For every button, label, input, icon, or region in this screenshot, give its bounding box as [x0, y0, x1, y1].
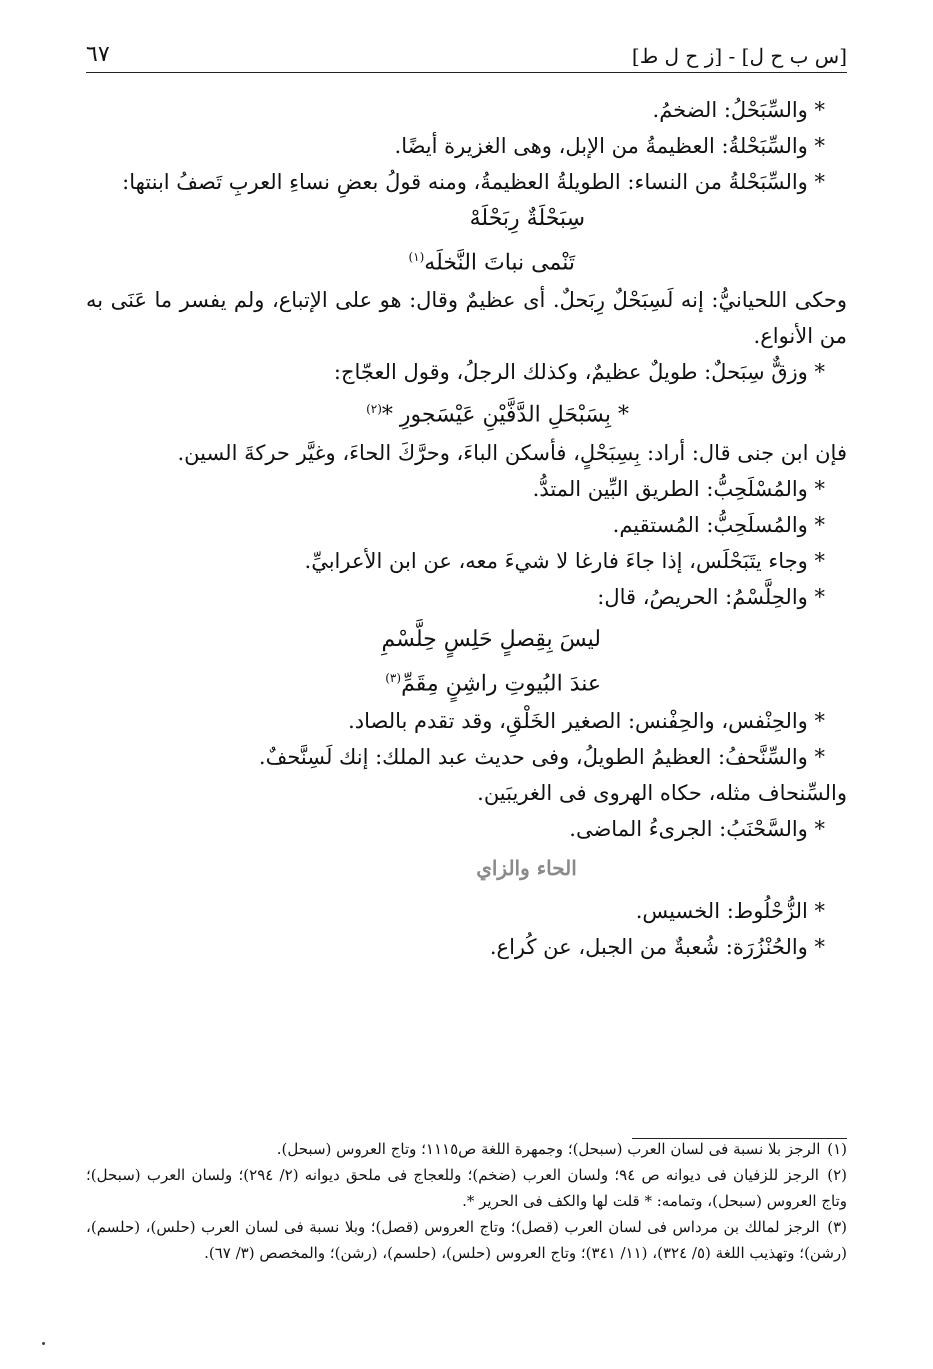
entry-line: * والسِّنَّحفُ: العظيمُ الطويلُ، وفى حديث عبد الملك: إنك لَسِنَّحفٌ.	[258, 744, 825, 769]
entry-line: * والسِّبَحْلةُ: العظيمةُ من الإبل، وهى الغزيرة أيضًا.	[394, 134, 825, 158]
entry-line: والسِّنحاف مثله، حكاه الهروى فى الغريبَين.	[477, 780, 847, 805]
entry-line: * والسِّبَحْلُ: الضخمُ.	[652, 98, 825, 122]
footnote-text: الرجز بلا نسبة فى لسان العرب (سبحل)؛ وجمهرة اللغة ص١١١٥؛ وتاج العروس (سبحل).	[276, 1140, 821, 1158]
footnote-ref: (١)	[408, 250, 425, 264]
running-head	[86, 40, 847, 73]
footnote-ref: (٢)	[366, 402, 382, 417]
footnote	[86, 1214, 847, 1266]
footnotes	[86, 1136, 847, 1266]
footnote	[86, 1136, 847, 1162]
footnote-number: (١)	[827, 1140, 847, 1158]
entry-line: * والحُنْزُرَة: شُعبةٌ من الجبل، عن كُراع.	[489, 934, 825, 959]
verse-line: ليسَ بِقِصلٍ حَلِسٍ حِلَّسْمِ	[381, 626, 601, 652]
footnote-text: الرجز لمالك بن مرداس فى لسان العرب (قصل)؛ وتاج العروس (قصل)؛ وبلا نسبة فى لسان العرب (حلس)، (حلسم)، (رشن)؛ وتهذيب اللغة (٥/ ٣٢٤)، (١١/ ٣٤١)؛ وتاج العروس (حلس)، (حلسم)، (رشن)؛ والمخصص (٣/ ٦٧).	[86, 1218, 847, 1262]
footnote	[86, 1162, 847, 1214]
verse-text: * بِسَبْحَلِ الدَّفَّيْنِ عَيْسَجورِ *	[381, 402, 629, 428]
verse-line	[86, 238, 847, 282]
entry-line: * الزُّحْلُوط: الخسيس.	[635, 898, 825, 923]
entry-line: * والمُسلَحِبُّ: المُستقيم.	[612, 512, 825, 537]
footnote-ref: (٣)	[385, 670, 402, 685]
scan-dot	[42, 1342, 45, 1345]
running-head-title: [س ب ح ل] - [ز ح ل ط]	[631, 44, 847, 68]
entry-line: * والمُسْلَحِبُّ: الطريق البِّين المتدُّ.	[532, 476, 825, 501]
entry-paragraph: وحكى اللحيانيُّ: إنه لَسِبَحْلٌ رِبَحلٌ. أى عظيمٌ وقال: هو على الإتباع، ولم يفسر ما عَنَى به من الأنواع.	[86, 288, 847, 349]
entry-line: * والسِّبَحْلةُ من النساء: الطويلةُ العظيمةُ، ومنه قولُ بعضِ نساءِ العربِ تَصفُ ابنتها:	[122, 170, 825, 194]
entry-line: * وجاء يتَبَحْلَس، إذا جاءَ فارغا لا شيءَ معه، عن ابن الأعرابيِّ.	[304, 548, 825, 573]
verse-text: عندَ البُيوتِ راشِنٍ مِقَمِّ	[401, 670, 601, 696]
entry-line: * والسَّحْنَبُ: الجرىءُ الماضى.	[569, 816, 825, 841]
verse-text: تَنْمى نباتَ النَّخلَه	[424, 250, 575, 276]
verse-line	[86, 659, 847, 703]
footnote-number: (٣)	[827, 1218, 847, 1236]
entry-line: * والحِلَّسْمُ: الحريصُ، قال:	[597, 584, 825, 609]
section-heading: الحاء والزاي	[476, 855, 577, 880]
verse-line: سِبَحْلَةٌ رِبَحْلَهْ	[469, 206, 585, 231]
footnote-number: (٢)	[827, 1166, 847, 1184]
body-text	[86, 92, 847, 965]
verse-line	[86, 390, 847, 434]
page-number: ٦٧	[86, 42, 110, 67]
entry-line: * والحِنْفس، والحِفْنس: الصغير الخَلْقِ، وقد تقدم بالصاد.	[348, 708, 825, 733]
entry-line: * وزقٌّ سِبَحلٌ: طويلٌ عظيمٌ، وكذلك الرجلُ، وقول العجّاج:	[333, 360, 825, 385]
entry-line: فإن ابن جنى قال: أراد: بِسِبَحْلٍ، فأسكن الباءَ، وحرَّكَ الحاءَ، وغيَّر حركةَ السين.	[177, 440, 847, 465]
footnote-text: الرجز للزفيان فى ديوانه ص ٩٤؛ ولسان العرب (ضخم)؛ وللعجاج فى ملحق ديوانه (٢/ ٢٩٤)؛ ولسان العرب (سبحل)؛ وتاج العروس (سبحل)، وتمامه: * قلت لها والكف فى الحرير *.	[86, 1166, 847, 1210]
